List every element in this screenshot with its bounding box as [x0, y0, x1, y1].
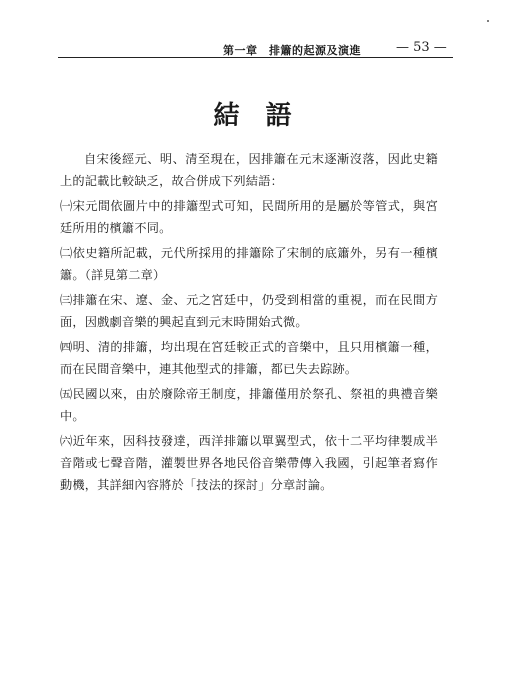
chapter-title: 第一章 排簫的起源及演進 — [223, 44, 361, 57]
conclusion-item-2: ㈡依史籍所記載，元代所採用的排簫除了宋制的底簫外，另有一種檳簫。（詳見第二章） — [60, 246, 438, 282]
conclusion-item-4: ㈣明、清的排簫，均出現在宮廷較正式的音樂中，且只用檳簫一種，而在民間音樂中，連其他型式的排簫，都已失去踪跡。 — [60, 340, 438, 376]
section-title: 結語 — [213, 101, 318, 131]
conclusion-item-6: ㈥近年來，因科技發達，西洋排簫以單翼型式，依十二平均律製成半音階或七聲音階，灌製世界各地民俗音樂帶傳入我國，引起筆者寫作動機，其詳細內容將於「技法的探討」分章討論。 — [60, 434, 438, 492]
header-rule — [58, 57, 453, 58]
page-number: — 53 — — [396, 40, 447, 55]
body-text — [60, 148, 438, 499]
conclusion-item-3: ㈢排簫在宋、遼、金、元之宮廷中，仍受到相當的重視，而在民間方面，因戲劇音樂的興起直到元末時開始式微。 — [60, 293, 438, 329]
conclusion-item-5: ㈤民國以來，由於廢除帝王制度，排簫僅用於祭孔、祭祖的典禮音樂中。 — [60, 387, 438, 423]
running-header — [58, 40, 448, 60]
scan-speck — [487, 20, 489, 22]
intro-paragraph: 自宋後經元、明、清至現在，因排簫在元末逐漸沒落，因此史籍上的記載比較缺乏，故合併成下列結語： — [60, 152, 438, 188]
conclusion-item-1: ㈠宋元間依圖片中的排簫型式可知，民間所用的是屬於等管式，與宮廷所用的檳簫不同。 — [60, 199, 438, 235]
